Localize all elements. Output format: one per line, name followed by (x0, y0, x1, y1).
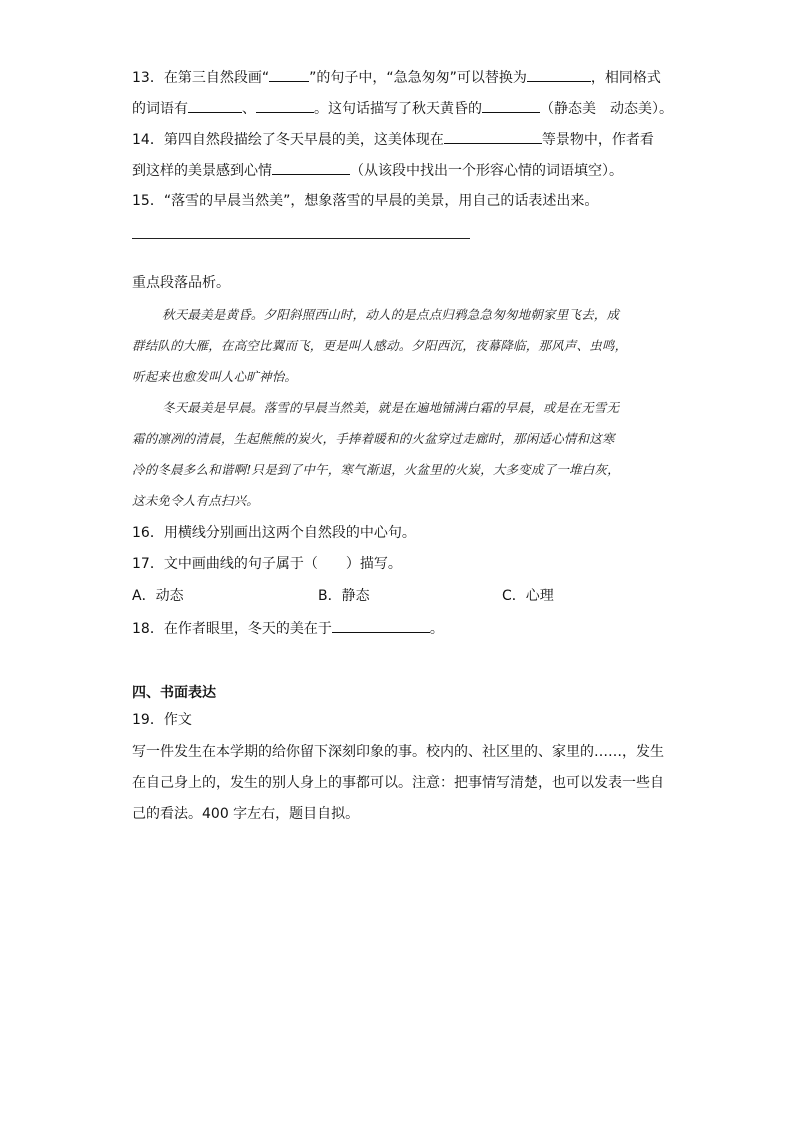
answer-blank[interactable] (482, 98, 540, 113)
part-4-title: 四、书面表达 (132, 685, 216, 701)
passage-paragraph-2-line: 霜的凛冽的清晨，生起熊熊的炭火，手捧着暖和的火盆穿过走廊时，那闲适心情和这寒 (132, 431, 615, 446)
question-13-line-1: 13．在第三自然段画“ ”的句子中，“急急匆匆”可以替换为 ，相同格式 (132, 67, 672, 88)
question-19: 19．作文 (132, 712, 192, 728)
answer-blank[interactable] (332, 618, 430, 633)
essay-prompt-line: 写一件发生在本学期的给你留下深刻印象的事。校内的、社区里的、家里的……，发生 (132, 744, 664, 760)
answer-blank[interactable] (269, 67, 309, 82)
passage-paragraph-2-line: 冷的冬晨多么和谐啊!只是到了中午，寒气渐退，火盆里的火炭，大多变成了一堆白灰， (132, 462, 620, 477)
essay-prompt-line: 己的看法。400 字左右，题目自拟。 (132, 806, 360, 822)
question-15: 15．“落雪的早晨当然美”，想象落雪的早晨的美景，用自己的话表述出来。 (132, 193, 599, 209)
question-16: 16．用横线分别画出这两个自然段的中心句。 (132, 525, 416, 541)
answer-blank[interactable] (256, 98, 314, 113)
question-13-line-2: 的词语有 、 。这句话描写了秋天黄昏的 （静态美 动态美）。 (132, 98, 672, 119)
question-18: 18．在作者眼里，冬天的美在于 。 (132, 618, 672, 639)
passage-paragraph-1-line: 群结队的大雁，在高空比翼而飞，更是叫人感动。夕阳西沉，夜幕降临，那风声、虫鸣， (132, 338, 628, 353)
question-17: 17．文中画曲线的句子属于（ ）描写。 (132, 556, 402, 572)
answer-blank[interactable] (272, 160, 350, 175)
answer-blank[interactable] (188, 98, 242, 113)
question-14-line-1: 14．第四自然段描绘了冬天早晨的美，这美体现在 等景物中，作者看 (132, 129, 672, 150)
answer-blank[interactable] (444, 129, 542, 144)
passage-paragraph-1-line: 秋天最美是黄昏。夕阳斜照西山时，动人的是点点归鸦急急匆匆地朝家里飞去，成 (162, 307, 620, 322)
section-title: 重点段落品析。 (132, 275, 230, 291)
option-c[interactable]: C．心理 (502, 588, 554, 604)
passage-paragraph-2-line: 冬天最美是早晨。落雪的早晨当然美，就是在遍地铺满白霜的早晨，或是在无雪无 (162, 400, 620, 415)
answer-blank[interactable] (527, 67, 591, 82)
essay-prompt-line: 在自己身上的，发生的别人身上的事都可以。注意：把事情写清楚，也可以发表一些自 (132, 775, 664, 791)
passage-paragraph-2-line: 这未免令人有点扫兴。 (132, 493, 260, 508)
answer-line[interactable] (132, 238, 470, 239)
passage-paragraph-1-line: 听起来也愈发叫人心旷神怡。 (132, 369, 298, 384)
question-17-options (132, 586, 672, 606)
option-a[interactable]: A．动态 (132, 588, 184, 604)
option-b[interactable]: B．静态 (318, 588, 370, 604)
question-14-line-2: 到这样的美景感到心情 （从该段中找出一个形容心情的词语填空）。 (132, 160, 672, 181)
